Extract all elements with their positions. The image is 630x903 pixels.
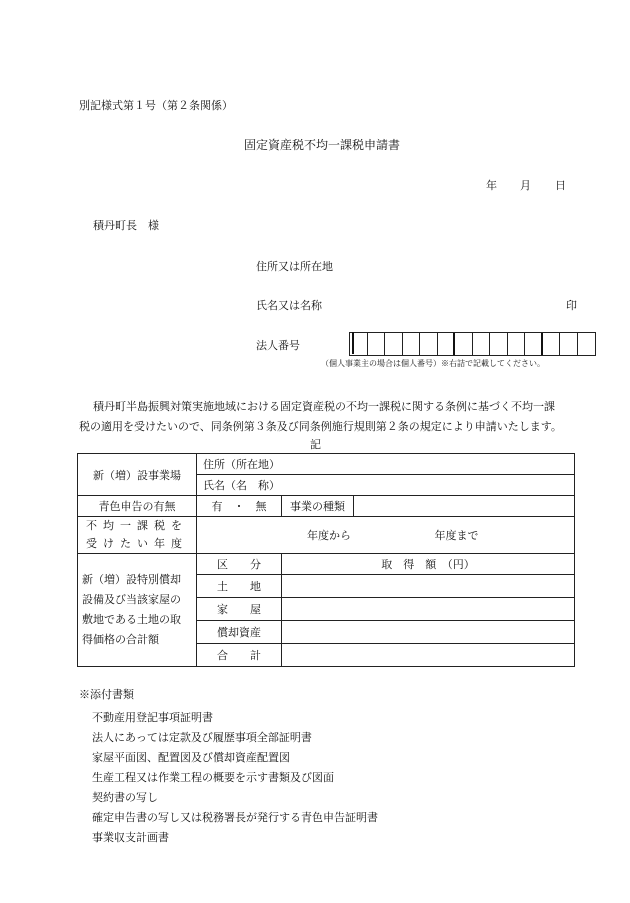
attachment-item: 法人にあっては定款及び履歴事項全部証明書 — [92, 731, 312, 744]
blue-return-label: 青色申告の有無 — [78, 496, 197, 517]
asset-label-line2: 設備及び当該家屋の — [82, 593, 181, 606]
attachment-item: 事業収支計画書 — [92, 831, 169, 844]
body-line-1: 積丹町半島振興対策実施地域における固定資産税の不均一課税に関する条例に基づく不均一課 — [93, 400, 555, 413]
row-house-label: 家 屋 — [197, 598, 282, 621]
divider — [352, 332, 354, 354]
blue-return-choice[interactable]: 有 ・ 無 — [197, 496, 282, 517]
asset-label — [78, 554, 197, 667]
digit-box[interactable] — [473, 333, 491, 355]
date-month: 月 — [520, 179, 531, 192]
asset-label-line4: 得価格の合計額 — [82, 633, 159, 646]
digit-box[interactable] — [578, 333, 596, 355]
business-type-field[interactable] — [354, 496, 575, 517]
period-label-line2: 受けたい年度 — [86, 537, 188, 550]
row-total-amount[interactable] — [282, 644, 575, 667]
attachment-item: 契約書の写し — [92, 791, 158, 804]
period-from: 年度から — [307, 529, 351, 542]
body-line-2: 税の適用を受けたいので、同条例第３条及び同条例施行規則第２条の規定により申請いたします。 — [79, 420, 562, 433]
form-title: 固定資産税不均一課税申請書 — [244, 138, 401, 152]
period-field[interactable] — [197, 517, 575, 554]
corporate-number-note: （個人事業主の場合は個人番号）※右詰で記載してください。 — [321, 359, 545, 368]
date-year: 年 — [486, 179, 497, 192]
asset-label-line1: 新（増）設特別償却 — [82, 573, 181, 586]
site-address-field[interactable]: 住所（所在地） — [197, 454, 575, 475]
digit-box[interactable] — [543, 333, 561, 355]
address-label: 住所又は所在地 — [256, 260, 333, 273]
digit-box[interactable] — [490, 333, 508, 355]
seal-mark: 印 — [566, 299, 577, 312]
digit-box[interactable] — [420, 333, 438, 355]
row-depr-amount[interactable] — [282, 621, 575, 644]
site-label: 新（増）設事業場 — [78, 454, 197, 496]
corporate-number-boxes[interactable] — [349, 332, 596, 356]
date-day: 日 — [555, 179, 566, 192]
period-label — [78, 517, 197, 554]
row-depr-label: 償却資産 — [197, 621, 282, 644]
digit-box[interactable] — [403, 333, 421, 355]
row-land-label: 土 地 — [197, 575, 282, 598]
form-number: 別記様式第１号（第２条関係） — [79, 99, 233, 112]
col-amount: 取 得 額 （円） — [282, 554, 575, 575]
row-house-amount[interactable] — [282, 598, 575, 621]
digit-box[interactable] — [525, 333, 543, 355]
business-type-label: 事業の種類 — [282, 496, 354, 517]
digit-box[interactable] — [508, 333, 526, 355]
digit-box[interactable] — [438, 333, 456, 355]
attachments-heading: ※添付書類 — [79, 688, 134, 701]
attachment-item: 不動産用登記事項証明書 — [92, 711, 213, 724]
attachment-item: 生産工程又は作業工程の概要を示す書類及び図面 — [92, 771, 334, 784]
site-name-field[interactable]: 氏名（名 称） — [197, 475, 575, 496]
attachment-item: 確定申告書の写し又は税務署長が発行する青色申告証明書 — [92, 811, 378, 824]
digit-box[interactable] — [385, 333, 403, 355]
period-label-line1: 不均一課税を — [86, 519, 188, 532]
corporate-number-label: 法人番号 — [256, 339, 300, 352]
row-land-amount[interactable] — [282, 575, 575, 598]
digit-box[interactable] — [368, 333, 386, 355]
name-label: 氏名又は名称 — [256, 299, 322, 312]
attachment-item: 家屋平面図、配置図及び償却資産配置図 — [92, 751, 290, 764]
asset-label-line3: 敷地である土地の取 — [82, 613, 181, 626]
row-total-label: 合 計 — [197, 644, 282, 667]
col-kubun: 区 分 — [197, 554, 282, 575]
digit-box[interactable] — [455, 333, 473, 355]
application-table — [77, 453, 575, 667]
digit-box[interactable] — [560, 333, 578, 355]
addressee: 積丹町長 様 — [93, 219, 159, 232]
period-to: 年度まで — [434, 529, 479, 542]
ki-mark: 記 — [310, 438, 321, 451]
